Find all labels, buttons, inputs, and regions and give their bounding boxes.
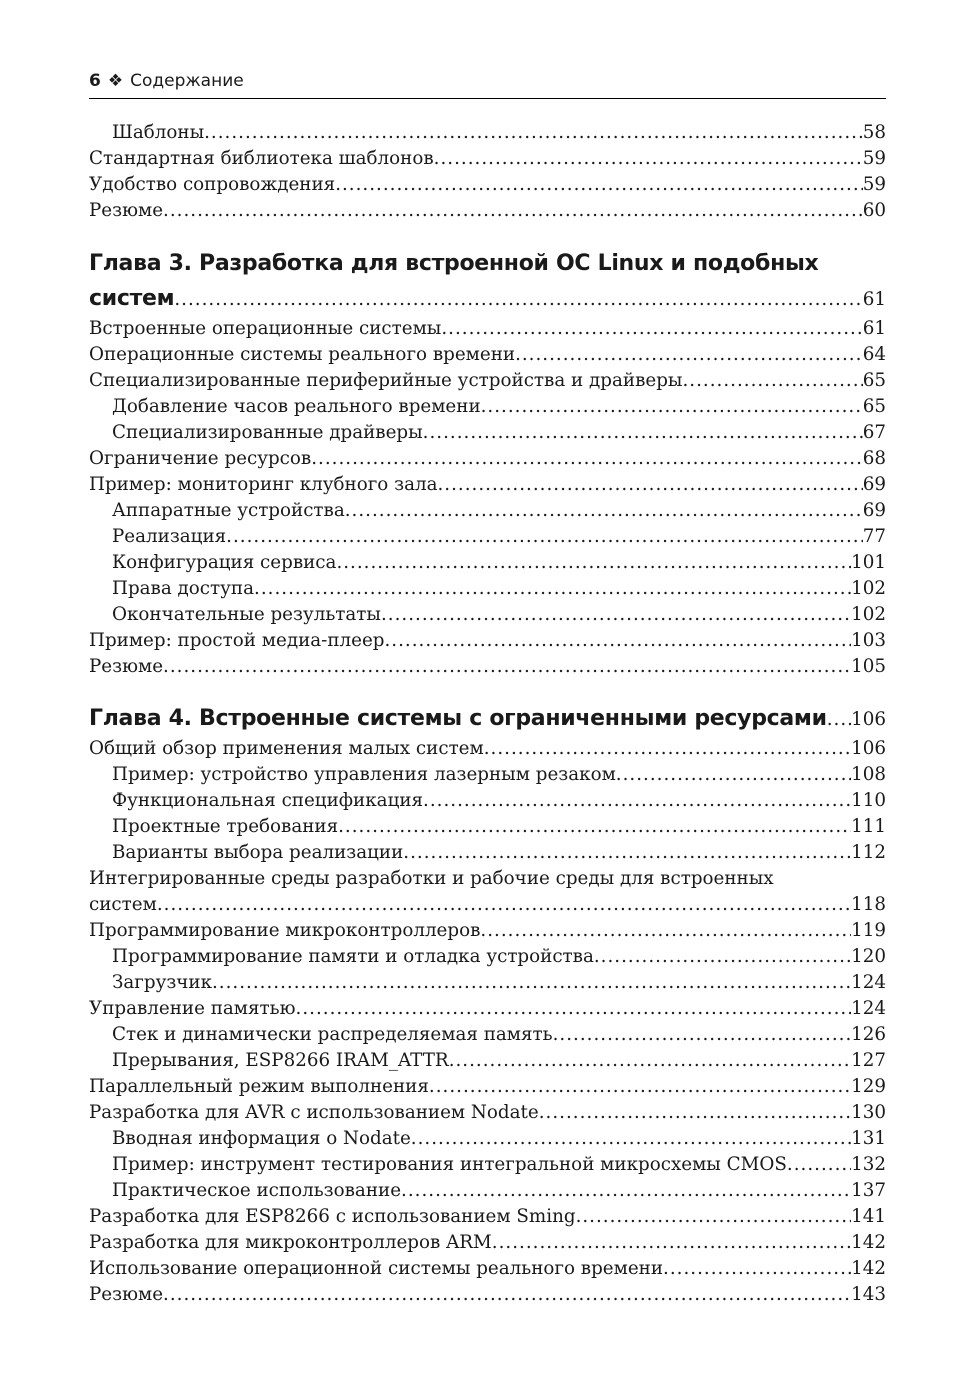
toc-entry-page: 61	[862, 318, 886, 339]
toc-entry[interactable]	[89, 524, 886, 550]
toc-entry[interactable]	[89, 628, 886, 654]
leader-dots	[226, 524, 863, 550]
leader-dots	[254, 576, 851, 602]
toc-entry-title: Использование операционной системы реального времени	[89, 1258, 664, 1279]
leader-dots	[403, 840, 851, 866]
toc-entry-title: Стек и динамически распределяемая память	[112, 1024, 553, 1045]
leader-dots	[576, 1204, 852, 1230]
toc-entry[interactable]	[89, 970, 886, 996]
toc-entry[interactable]	[89, 1178, 886, 1204]
toc-entry[interactable]	[89, 316, 886, 342]
leader-dots	[384, 628, 851, 654]
toc-entry-title: Практическое использование	[112, 1180, 402, 1201]
leader-dots	[539, 1100, 851, 1126]
toc-entry-page: 129	[851, 1076, 886, 1097]
toc-entry-title: Встроенные операционные системы	[89, 318, 442, 339]
toc-entry[interactable]	[89, 498, 886, 524]
toc-entry-title: Программирование памяти и отладка устройства	[112, 946, 594, 967]
toc-entry[interactable]	[89, 1204, 886, 1230]
toc-entry-title: Резюме	[89, 1284, 164, 1305]
toc-entry[interactable]	[89, 172, 886, 198]
toc-entry-page: 69	[862, 500, 886, 521]
toc-entry-title: Пример: инструмент тестирования интегральной микросхемы CMOS	[112, 1154, 787, 1175]
chapter-3-title: Глава 3. Разработка для встроенной ОС Linux и подобных	[89, 251, 819, 276]
toc-entry-page: 132	[851, 1154, 886, 1175]
chapter-4-entries-b	[89, 918, 886, 1308]
toc-entry-page: 142	[851, 1232, 886, 1253]
leader-dots	[484, 736, 851, 762]
toc-entry-page: 102	[851, 578, 886, 599]
toc-entry-page: 127	[851, 1050, 886, 1071]
ornament-icon: ❖	[107, 71, 124, 91]
toc-entry-page: 60	[862, 200, 886, 221]
toc-entry-title: Резюме	[89, 200, 164, 221]
toc-entry-title: Разработка для AVR с использованием Nodate	[89, 1102, 539, 1123]
toc-entry-page: 120	[851, 946, 886, 967]
toc-entry[interactable]	[89, 1126, 886, 1152]
toc-entry-title: Прерывания, ESP8266 IRAM_ATTR	[112, 1050, 449, 1071]
leader-dots	[481, 394, 863, 420]
toc-entry-title: систем	[89, 894, 157, 915]
leader-dots	[616, 762, 851, 788]
leader-dots	[163, 654, 851, 680]
toc-entry-page: 111	[851, 816, 886, 837]
leader-dots	[338, 814, 851, 840]
chapter-3-page: 61	[862, 289, 886, 310]
toc-entry-page: 131	[851, 1128, 886, 1149]
toc-entry[interactable]	[89, 576, 886, 602]
leader-dots	[429, 1074, 851, 1100]
toc-entry[interactable]	[89, 146, 886, 172]
toc-entry-title: Разработка для микроконтроллеров ARM	[89, 1232, 492, 1253]
leader-dots	[401, 1178, 851, 1204]
toc-entry-page: 59	[862, 148, 886, 169]
toc-entry-page: 118	[851, 894, 886, 915]
toc-entry-title: Загрузчик	[112, 972, 212, 993]
toc-entry-title: Стандартная библиотека шаблонов	[89, 148, 434, 169]
running-header	[89, 68, 886, 99]
leader-dots	[663, 1256, 851, 1282]
toc-entry[interactable]	[89, 1152, 886, 1178]
leader-dots	[438, 472, 863, 498]
toc-entry-title: Конфигурация сервиса	[112, 552, 337, 573]
toc-entry-page: 110	[851, 790, 886, 811]
toc-entry-title: Пример: простой медиа-плеер	[89, 630, 385, 651]
leader-dots	[335, 172, 863, 198]
leader-dots	[682, 368, 862, 394]
toc-entry-page: 64	[862, 344, 886, 365]
toc-entry-page: 108	[851, 764, 886, 785]
toc-entry-page: 124	[851, 972, 886, 993]
toc-entry-title: Разработка для ESP8266 с использованием Sming	[89, 1206, 576, 1227]
toc-entry-title: Вводная информация о Nodate	[112, 1128, 411, 1149]
toc-entry-title: Проектные требования	[112, 816, 339, 837]
toc-entry-title: Права доступа	[112, 578, 255, 599]
chapter-3-title-end[interactable]	[89, 282, 886, 316]
toc-entry[interactable]	[89, 368, 886, 394]
toc-entry[interactable]	[89, 1282, 886, 1308]
leader-dots	[381, 602, 851, 628]
toc-entry[interactable]	[89, 1048, 886, 1074]
toc-entry-title: Аппаратные устройства	[112, 500, 345, 521]
toc-entry-page: 142	[851, 1258, 886, 1279]
table-of-contents	[89, 120, 886, 1308]
toc-entry[interactable]	[89, 762, 886, 788]
leader-dots	[311, 446, 863, 472]
toc-entry[interactable]	[89, 394, 886, 420]
leader-dots	[492, 1230, 851, 1256]
leader-dots	[480, 918, 851, 944]
toc-entry[interactable]	[89, 654, 886, 680]
toc-entry-page: 65	[862, 370, 886, 391]
toc-entry-page: 101	[851, 552, 886, 573]
toc-entry-title: Специализированные драйверы	[112, 422, 423, 443]
toc-entry-title: Удобство сопровождения	[89, 174, 336, 195]
toc-entry[interactable]	[89, 1256, 886, 1282]
toc-entry[interactable]	[89, 840, 886, 866]
toc-entry[interactable]	[89, 472, 886, 498]
leader-dots	[174, 283, 862, 317]
toc-entry-page: 102	[851, 604, 886, 625]
toc-entry-title: Пример: мониторинг клубного зала	[89, 474, 438, 495]
toc-entry-title: Добавление часов реального времени	[112, 396, 481, 417]
leader-dots	[449, 1048, 851, 1074]
leader-dots	[157, 892, 851, 918]
toc-entry-page: 143	[851, 1284, 886, 1305]
toc-entry-page: 67	[862, 422, 886, 443]
toc-entry-title: Шаблоны	[112, 122, 205, 143]
leader-dots	[163, 198, 863, 224]
chapter-4-title: Глава 4. Встроенные системы с ограниченными ресурсами	[89, 706, 827, 731]
leader-dots	[345, 498, 863, 524]
toc-entry[interactable]	[89, 788, 886, 814]
toc-entry[interactable]	[89, 420, 886, 446]
toc-entry[interactable]	[89, 120, 886, 146]
leader-dots	[411, 1126, 851, 1152]
toc-entry-page: 106	[851, 738, 886, 759]
chapter-3-entries	[89, 316, 886, 680]
toc-entry[interactable]	[89, 814, 886, 840]
running-title: Содержание	[130, 71, 244, 91]
toc-entry[interactable]	[89, 944, 886, 970]
leader-dots	[204, 120, 863, 146]
toc-entry-title: Функциональная спецификация	[112, 790, 424, 811]
toc-entry-title: Варианты выбора реализации	[112, 842, 404, 863]
toc-entry[interactable]	[89, 550, 886, 576]
toc-entry-title: Операционные системы реального времени	[89, 344, 516, 365]
toc-entry-page: 65	[862, 396, 886, 417]
toc-entry-page: 103	[851, 630, 886, 651]
leader-dots	[434, 146, 863, 172]
leader-dots	[296, 996, 852, 1022]
toc-entry-title: Пример: устройство управления лазерным резаком	[112, 764, 616, 785]
toc-entry-title: Параллельный режим выполнения	[89, 1076, 429, 1097]
page-number: 6	[89, 71, 101, 91]
toc-entry-page: 124	[851, 998, 886, 1019]
toc-entry-title: Управление памятью	[89, 998, 296, 1019]
toc-entry-title: Окончательные результаты	[112, 604, 381, 625]
leader-dots	[336, 550, 851, 576]
chapter-4-page: 106	[851, 709, 886, 730]
toc-entry[interactable]	[89, 918, 886, 944]
toc-entry-title: Общий обзор применения малых систем	[89, 738, 484, 759]
toc-entry-page: 59	[862, 174, 886, 195]
toc-entry-page: 119	[851, 920, 886, 941]
toc-entry-title: Программирование микроконтроллеров	[89, 920, 481, 941]
toc-entry[interactable]	[89, 736, 886, 762]
toc-entry[interactable]	[89, 342, 886, 368]
leader-dots	[827, 703, 851, 737]
toc-entry-page: 141	[851, 1206, 886, 1227]
leader-dots	[553, 1022, 851, 1048]
toc-entry-page: 105	[851, 656, 886, 677]
leader-dots	[441, 316, 862, 342]
toc-entry-page: 58	[862, 122, 886, 143]
toc-entry[interactable]	[89, 198, 886, 224]
leader-dots	[423, 788, 851, 814]
toc-entry[interactable]	[89, 1074, 886, 1100]
toc-entry[interactable]	[89, 1100, 886, 1126]
toc-entry-ide[interactable]	[89, 892, 886, 918]
toc-entry-page: 112	[851, 842, 886, 863]
leader-dots	[594, 944, 851, 970]
toc-entry-page: 77	[862, 526, 886, 547]
chapter-4-title-row[interactable]	[89, 702, 886, 736]
chapter-4-entries-a	[89, 736, 886, 866]
toc-entry-page: 137	[851, 1180, 886, 1201]
toc-entry[interactable]	[89, 446, 886, 472]
leader-dots	[787, 1152, 851, 1178]
leader-dots	[163, 1282, 851, 1308]
chapter-3-title-cont: систем	[89, 286, 175, 311]
toc-entry-page: 68	[862, 448, 886, 469]
leader-dots	[212, 970, 851, 996]
toc-entry[interactable]	[89, 1230, 886, 1256]
toc-entry-title: Реализация	[112, 526, 227, 547]
toc-entry-title: Резюме	[89, 656, 164, 677]
toc-entry[interactable]	[89, 602, 886, 628]
toc-entry-title: Специализированные периферийные устройства и драйверы	[89, 370, 683, 391]
toc-block-1	[89, 120, 886, 224]
toc-entry[interactable]	[89, 1022, 886, 1048]
leader-dots	[423, 420, 863, 446]
toc-entry-ide-line1[interactable]: Интегрированные среды разработки и рабочие среды для встроенных	[89, 868, 774, 889]
leader-dots	[515, 342, 863, 368]
toc-entry-page: 130	[851, 1102, 886, 1123]
toc-entry-title: Ограничение ресурсов	[89, 448, 312, 469]
toc-entry[interactable]	[89, 996, 886, 1022]
toc-entry-page: 69	[862, 474, 886, 495]
toc-entry-page: 126	[851, 1024, 886, 1045]
